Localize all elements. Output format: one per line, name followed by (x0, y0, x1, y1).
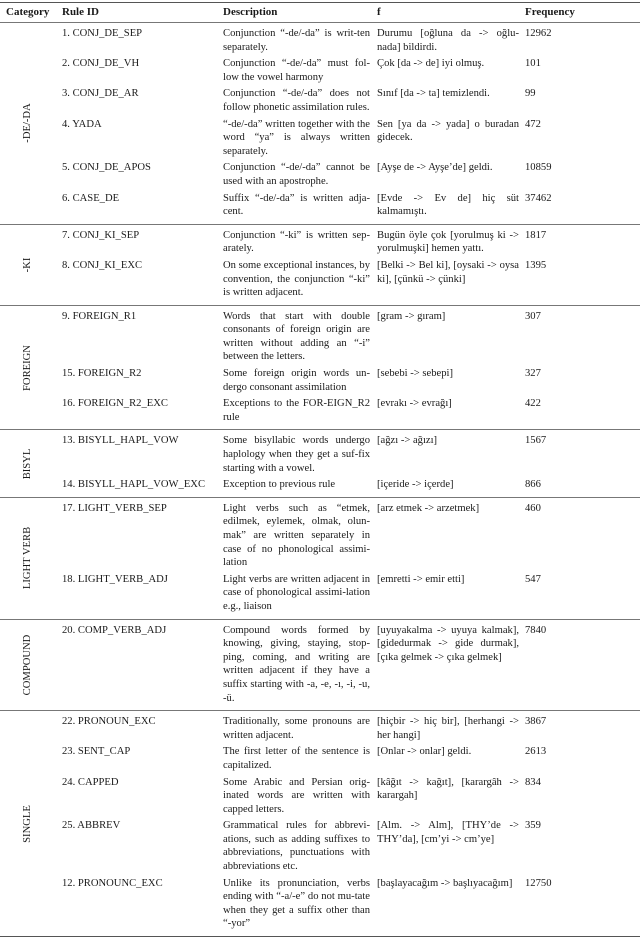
table-group (0, 430, 640, 497)
table-row (56, 715, 640, 742)
table-row (56, 573, 640, 614)
rule-example: [Ayşe de -> Ayşe’de] geldi. (377, 162, 493, 174)
table-group (0, 498, 640, 620)
rule-description: Suffix “-de/-da” is written adja-cent. (223, 192, 370, 218)
category-label (0, 23, 56, 224)
rule-example: Çok [da -> de] iyi olmuş. (377, 58, 485, 70)
rule-frequency: 7840 (525, 624, 547, 636)
rule-example: [gram -> gıram] (377, 310, 446, 322)
rule-example: Sınıf [da -> ta] temizlendi. (377, 88, 490, 100)
category-label (0, 306, 56, 430)
rule-example: [kâğıt -> kağıt], [karargâh -> karargah] (377, 776, 519, 802)
rule-id: 3. CONJ_DE_AR (62, 88, 139, 100)
table-row (56, 27, 640, 54)
table-row (56, 745, 640, 772)
rule-id: 7. CONJ_KI_SEP (62, 229, 140, 241)
rule-frequency: 460 (525, 502, 541, 514)
rule-frequency: 2613 (525, 746, 547, 758)
rule-id: 22. PRONOUN_EXC (62, 716, 156, 728)
category-label (0, 225, 56, 305)
table-body (0, 23, 640, 936)
rule-id: 2. CONJ_DE_VH (62, 58, 140, 70)
category-text: SINGLE (22, 804, 34, 843)
group-rows (56, 498, 640, 619)
rule-frequency: 472 (525, 118, 541, 130)
rule-id: 17. LIGHT_VERB_SEP (62, 502, 167, 514)
rule-id: 23. SENT_CAP (62, 746, 131, 758)
rule-frequency: 37462 (525, 192, 552, 204)
rule-frequency: 422 (525, 398, 541, 410)
table-group (0, 225, 640, 306)
rule-example: [ağzı -> ağızı] (377, 435, 438, 447)
table-row (56, 624, 640, 706)
rule-id: 6. CASE_DE (62, 192, 120, 204)
rule-description: Conjunction “-de/-da” must fol-low the vowel harmony (223, 58, 370, 83)
rule-description: Some foreign origin words un-dergo consonant assimilation (223, 368, 370, 393)
category-label (0, 498, 56, 619)
category-text: BISYL (22, 448, 34, 479)
rule-example: [uyuyakalma -> uyuya kalmak], [gidedurmak -> gide durmak], [çıka gelmek -> çıka gelmek] (377, 624, 519, 663)
table-row (56, 118, 640, 159)
rule-description: Unlike its pronunciation, verbs ending with “-a/-e” do not mu-tate when they get a suffix other than “-yor” (223, 877, 370, 930)
rule-frequency: 327 (525, 368, 541, 380)
rule-description: Words that start with double consonants of foreign origin are written without adding an “-i” between the letters. (223, 310, 370, 363)
group-rows (56, 711, 640, 936)
rule-frequency: 1567 (525, 435, 547, 447)
rule-example: [hiçbir -> hiç bir], [herhangi -> her hangi] (377, 716, 519, 741)
rule-example: [sebebi -> sebepi] (377, 368, 453, 380)
rule-description: “-de/-da” written together with the word “ya” is always written separately. (223, 118, 370, 157)
rule-id: 12. PRONOUNC_EXC (62, 877, 163, 889)
group-rows (56, 430, 640, 496)
header-description: Description (223, 5, 278, 18)
table-group (0, 620, 640, 712)
header-example: f (377, 5, 381, 18)
rule-id: 9. FOREIGN_R1 (62, 310, 137, 322)
table-group (0, 306, 640, 431)
rule-example: Bugün öyle çok [yorulmuş ki -> yorulmuşki] hemen yattı. (377, 229, 519, 255)
rule-example: [başlayacağım -> başlıyacağım] (377, 877, 513, 889)
table-row (56, 229, 640, 256)
rule-description: On some exceptional instances, by convention, the conjunction “-ki” is written adjacent. (223, 259, 370, 299)
rule-frequency: 547 (525, 573, 541, 585)
table-group (0, 23, 640, 225)
rule-frequency: 12962 (525, 28, 552, 39)
rule-id: 20. COMP_VERB_ADJ (62, 624, 167, 636)
category-text: FOREIGN (22, 344, 34, 391)
rule-description: Conjunction “-de/-da” does not follow phonetic assimilation rules. (223, 88, 370, 113)
table-row (56, 259, 640, 300)
rule-description: Exceptions to the FOR-EIGN_R2 rule (223, 398, 370, 423)
rule-frequency: 307 (525, 310, 541, 322)
rule-example: Durumu [oğluna da -> oğlu-nada] bildirdi. (377, 28, 519, 53)
rule-frequency: 1395 (525, 259, 547, 271)
rule-id: 5. CONJ_DE_APOS (62, 162, 151, 174)
category-text: -KI (22, 257, 34, 273)
rule-description: The first letter of the sentence is capitalized. (223, 746, 370, 771)
rule-frequency: 101 (525, 58, 541, 70)
table-row (56, 776, 640, 817)
rule-example: [içeride -> içerde] (377, 479, 454, 491)
rule-id: 4. YADA (62, 118, 102, 130)
rule-description: Some Arabic and Persian orig-inated words are written with capped letters. (223, 776, 370, 815)
table-row (56, 478, 640, 492)
rule-description: Conjunction “-ki” is written sep-arately. (223, 229, 370, 255)
rule-description: Light verbs are written adjacent in case of phonological assimi-lation e.g., liaison (223, 573, 370, 612)
rule-example: [emretti -> emir etti] (377, 573, 465, 585)
rule-frequency: 12750 (525, 877, 552, 889)
table-group (0, 711, 640, 936)
table-row (56, 161, 640, 188)
rule-id: 13. BISYLL_HAPL_VOW (62, 435, 179, 447)
rule-description: Some bisyllabic words undergo haplology when they get a suf-fix starting with a vowel. (223, 435, 370, 474)
category-label (0, 620, 56, 711)
rule-example: [Belki -> Bel ki], [oysaki -> oysa ki], [çünkü -> çünki] (377, 259, 519, 285)
table-row (56, 192, 640, 219)
table-row (56, 819, 640, 873)
rule-id: 14. BISYLL_HAPL_VOW_EXC (62, 479, 206, 491)
rule-description: Conjunction “-de/-da” cannot be used with an apostrophe. (223, 162, 370, 187)
rule-id: 15. FOREIGN_R2 (62, 368, 142, 380)
group-rows (56, 225, 640, 305)
group-rows (56, 620, 640, 711)
rule-description: Traditionally, some pronouns are written adjacent. (223, 716, 370, 741)
table-row (56, 502, 640, 570)
rule-description: Compound words formed by knowing, giving, staying, stop-ping, coming, and writing are written adjacent if they have a suffix starting with -a, -e, -ı, -i, -u, -ü. (223, 624, 370, 704)
category-label (0, 430, 56, 496)
rule-frequency: 866 (525, 479, 541, 491)
group-rows (56, 306, 640, 430)
header-rule-id: Rule ID (62, 5, 99, 18)
rule-frequency: 834 (525, 776, 541, 788)
rule-frequency: 3867 (525, 716, 547, 728)
rule-frequency: 99 (525, 88, 536, 100)
rule-example: [evrakı -> evrağı] (377, 398, 452, 410)
rule-id: 1. CONJ_DE_SEP (62, 28, 143, 39)
rule-description: Grammatical rules for abbrevi-ations, such as adding suffixes to abbreviations, punctuations with abbreviations etc. (223, 820, 370, 873)
rule-id: 18. LIGHT_VERB_ADJ (62, 573, 168, 585)
rule-id: 25. ABBREV (62, 820, 121, 832)
table-row (56, 434, 640, 475)
header-frequency: Frequency (525, 5, 575, 18)
rule-description: Light verbs such as “etmek, edilmek, eylemek, olmak, olun-mak” are written separately in case of no phonological assimi-lation (223, 502, 370, 569)
table-row (56, 310, 640, 364)
rule-id: 8. CONJ_KI_EXC (62, 259, 143, 271)
group-rows (56, 23, 640, 224)
rule-frequency: 359 (525, 820, 541, 832)
table-header (0, 3, 640, 23)
table-row (56, 397, 640, 424)
category-label (0, 711, 56, 936)
category-text: LIGHT VERB (22, 527, 34, 590)
rule-example: [arz etmek -> arzetmek] (377, 502, 480, 514)
rules-table (0, 2, 640, 937)
rule-example: Sen [ya da -> yada] o buradan gidecek. (377, 118, 519, 144)
rule-example: [Evde -> Ev de] hiç süt kalmamıştı. (377, 192, 519, 218)
rule-id: 24. CAPPED (62, 776, 119, 788)
table-row (56, 57, 640, 84)
table-row (56, 877, 640, 931)
rule-id: 16. FOREIGN_R2_EXC (62, 398, 168, 410)
category-text: -DE/-DA (22, 103, 34, 144)
rule-frequency: 10859 (525, 162, 552, 174)
rule-description: Exception to previous rule (223, 479, 336, 491)
rule-example: [Onlar -> onlar] geldi. (377, 746, 472, 758)
rule-frequency: 1817 (525, 229, 547, 241)
table-row (56, 367, 640, 394)
category-text: COMPOUND (22, 634, 34, 696)
header-category: Category (6, 5, 50, 18)
table-row (56, 87, 640, 114)
rule-description: Conjunction “-de/-da” is writ-ten separately. (223, 28, 370, 53)
rule-example: [Alm. -> Alm], [THY’de -> THY’da], [cm’yi -> cm’ye] (377, 820, 519, 845)
